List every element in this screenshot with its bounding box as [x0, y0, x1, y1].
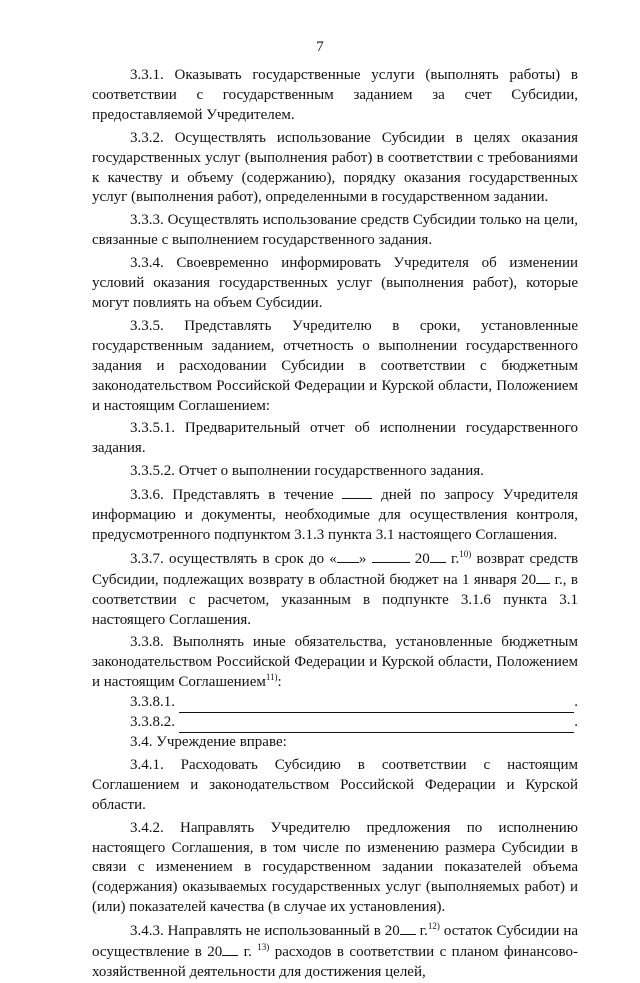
paragraph-3-4-2: 3.4.2. Направлять Учредителю предложения по исполнению настоящего Соглашения, в том числе по изменению размера Субсидии в связи с изменением в государственном задании показателей объема (содержания) оказываемых государственных услуг (выполняемых работ) и (или) показателей качества (в случае их установления).	[92, 819, 578, 916]
fill-blank	[179, 698, 574, 713]
fill-label: 3.3.8.2.	[130, 714, 175, 731]
text-segment: г.	[451, 550, 460, 567]
text-segment: 3.4.3. Направлять не использованный в 20	[130, 923, 400, 940]
text-segment: 3.3.6. Представлять в течение	[130, 487, 334, 504]
blank-year	[400, 921, 416, 935]
text-segment: »	[358, 550, 367, 567]
paragraph-3-3-3: 3.3.3. Осуществлять использование средств Субсидии только на цели, связанные с выполнением государственного задания.	[92, 212, 578, 249]
paragraph-3-4-1: 3.4.1. Расходовать Субсидию в соответствии с настоящим Соглашением и законодательством Российской Федерации и Курской области.	[92, 756, 578, 813]
page-number: 7	[316, 39, 324, 55]
footnote-ref: 11)	[265, 672, 278, 683]
blank-year	[222, 942, 238, 956]
paragraph-3-3-8	[92, 633, 578, 693]
text-segment: г.	[419, 923, 428, 940]
paragraph-3-3-5-2: 3.3.5.2. Отчет о выполнении государственного задания.	[130, 463, 484, 480]
paragraph-3-3-5: 3.3.5. Представлять Учредителю в сроки, установленные государственным заданием, отчетность о выполнении государственного задания и расходовании Субсидии в соответствии с бюджетным законодательством Российской Федерации и Курской области, Положением и настоящим Соглашением:	[92, 317, 578, 414]
text-segment: 3.3.8. Выполнять иные обязательства, установленные бюджетным законодательством Российской Федерации и Курской области, Положением и настоящим Соглашением	[92, 634, 578, 691]
fill-line-3-3-8-1	[92, 693, 578, 713]
fill-line-3-3-8-2	[92, 713, 578, 733]
text-segment: возврат средств Субсидии, подлежащих возврату в областной бюджет на 1 января 20	[92, 550, 579, 588]
fill-blank	[179, 718, 574, 733]
text-segment: г.	[243, 944, 252, 961]
fill-label: 3.3.8.1.	[130, 694, 175, 711]
blank-days	[342, 485, 372, 499]
document-body	[92, 66, 578, 983]
text-segment: расходов в соответствии с планом финансово-хозяйственной деятельности для достижения целей,	[92, 944, 579, 980]
fill-end: .	[574, 694, 578, 711]
blank-month	[372, 549, 410, 563]
blank-year	[430, 549, 446, 563]
paragraph-3-3-1: 3.3.1. Оказывать государственные услуги (выполнять работы) в соответствии с государственным заданием за счет Субсидии, предоставляемой Учредителем.	[92, 67, 578, 123]
text-segment: 3.3.7. осуществлять в срок до «	[130, 550, 337, 567]
blank-year	[536, 570, 550, 584]
paragraph-3-3-5-1: 3.3.5.1. Предварительный отчет об исполнении государственного задания.	[92, 420, 578, 457]
paragraph-3-3-2: 3.3.2. Осуществлять использование Субсидии в целях оказания государственных услуг (выполнения работ) в соответствии с требованиями к качеству и объему (содержанию), порядку оказания государственных услуг (выполнения работ), определенными в государственном задании.	[92, 129, 578, 206]
paragraph-3-4: 3.4. Учреждение вправе:	[130, 734, 287, 750]
footnote-ref: 12)	[427, 921, 440, 932]
text-segment: остаток Субсидии на осуществление в 20	[92, 923, 579, 961]
paragraph-3-3-4: 3.3.4. Своевременно информировать Учредителя об изменении условий оказания государственных услуг (выполнения работ), которые могут повлиять на объем Субсидии.	[92, 255, 578, 311]
text-segment: 20	[414, 550, 430, 567]
paragraph-3-3-6	[92, 485, 578, 546]
text-segment: г., в соответствии с расчетом, указанным в подпункте 3.1.6 пункта 3.1 настоящего Соглашения.	[92, 571, 578, 628]
fill-end: .	[574, 714, 578, 731]
paragraph-3-3-7	[92, 549, 578, 631]
paragraph-3-4-3	[92, 921, 578, 983]
footnote-ref: 10)	[459, 548, 472, 559]
text-segment: :	[277, 674, 282, 691]
footnote-ref: 13)	[257, 942, 270, 953]
text-segment: дней по запросу Учредителя информацию и документы, необходимые для осуществления контроля, предусмотренного подпунктом 3.1.3 пункта 3.1 настоящего Соглашения.	[92, 487, 579, 543]
blank-day	[337, 549, 359, 563]
